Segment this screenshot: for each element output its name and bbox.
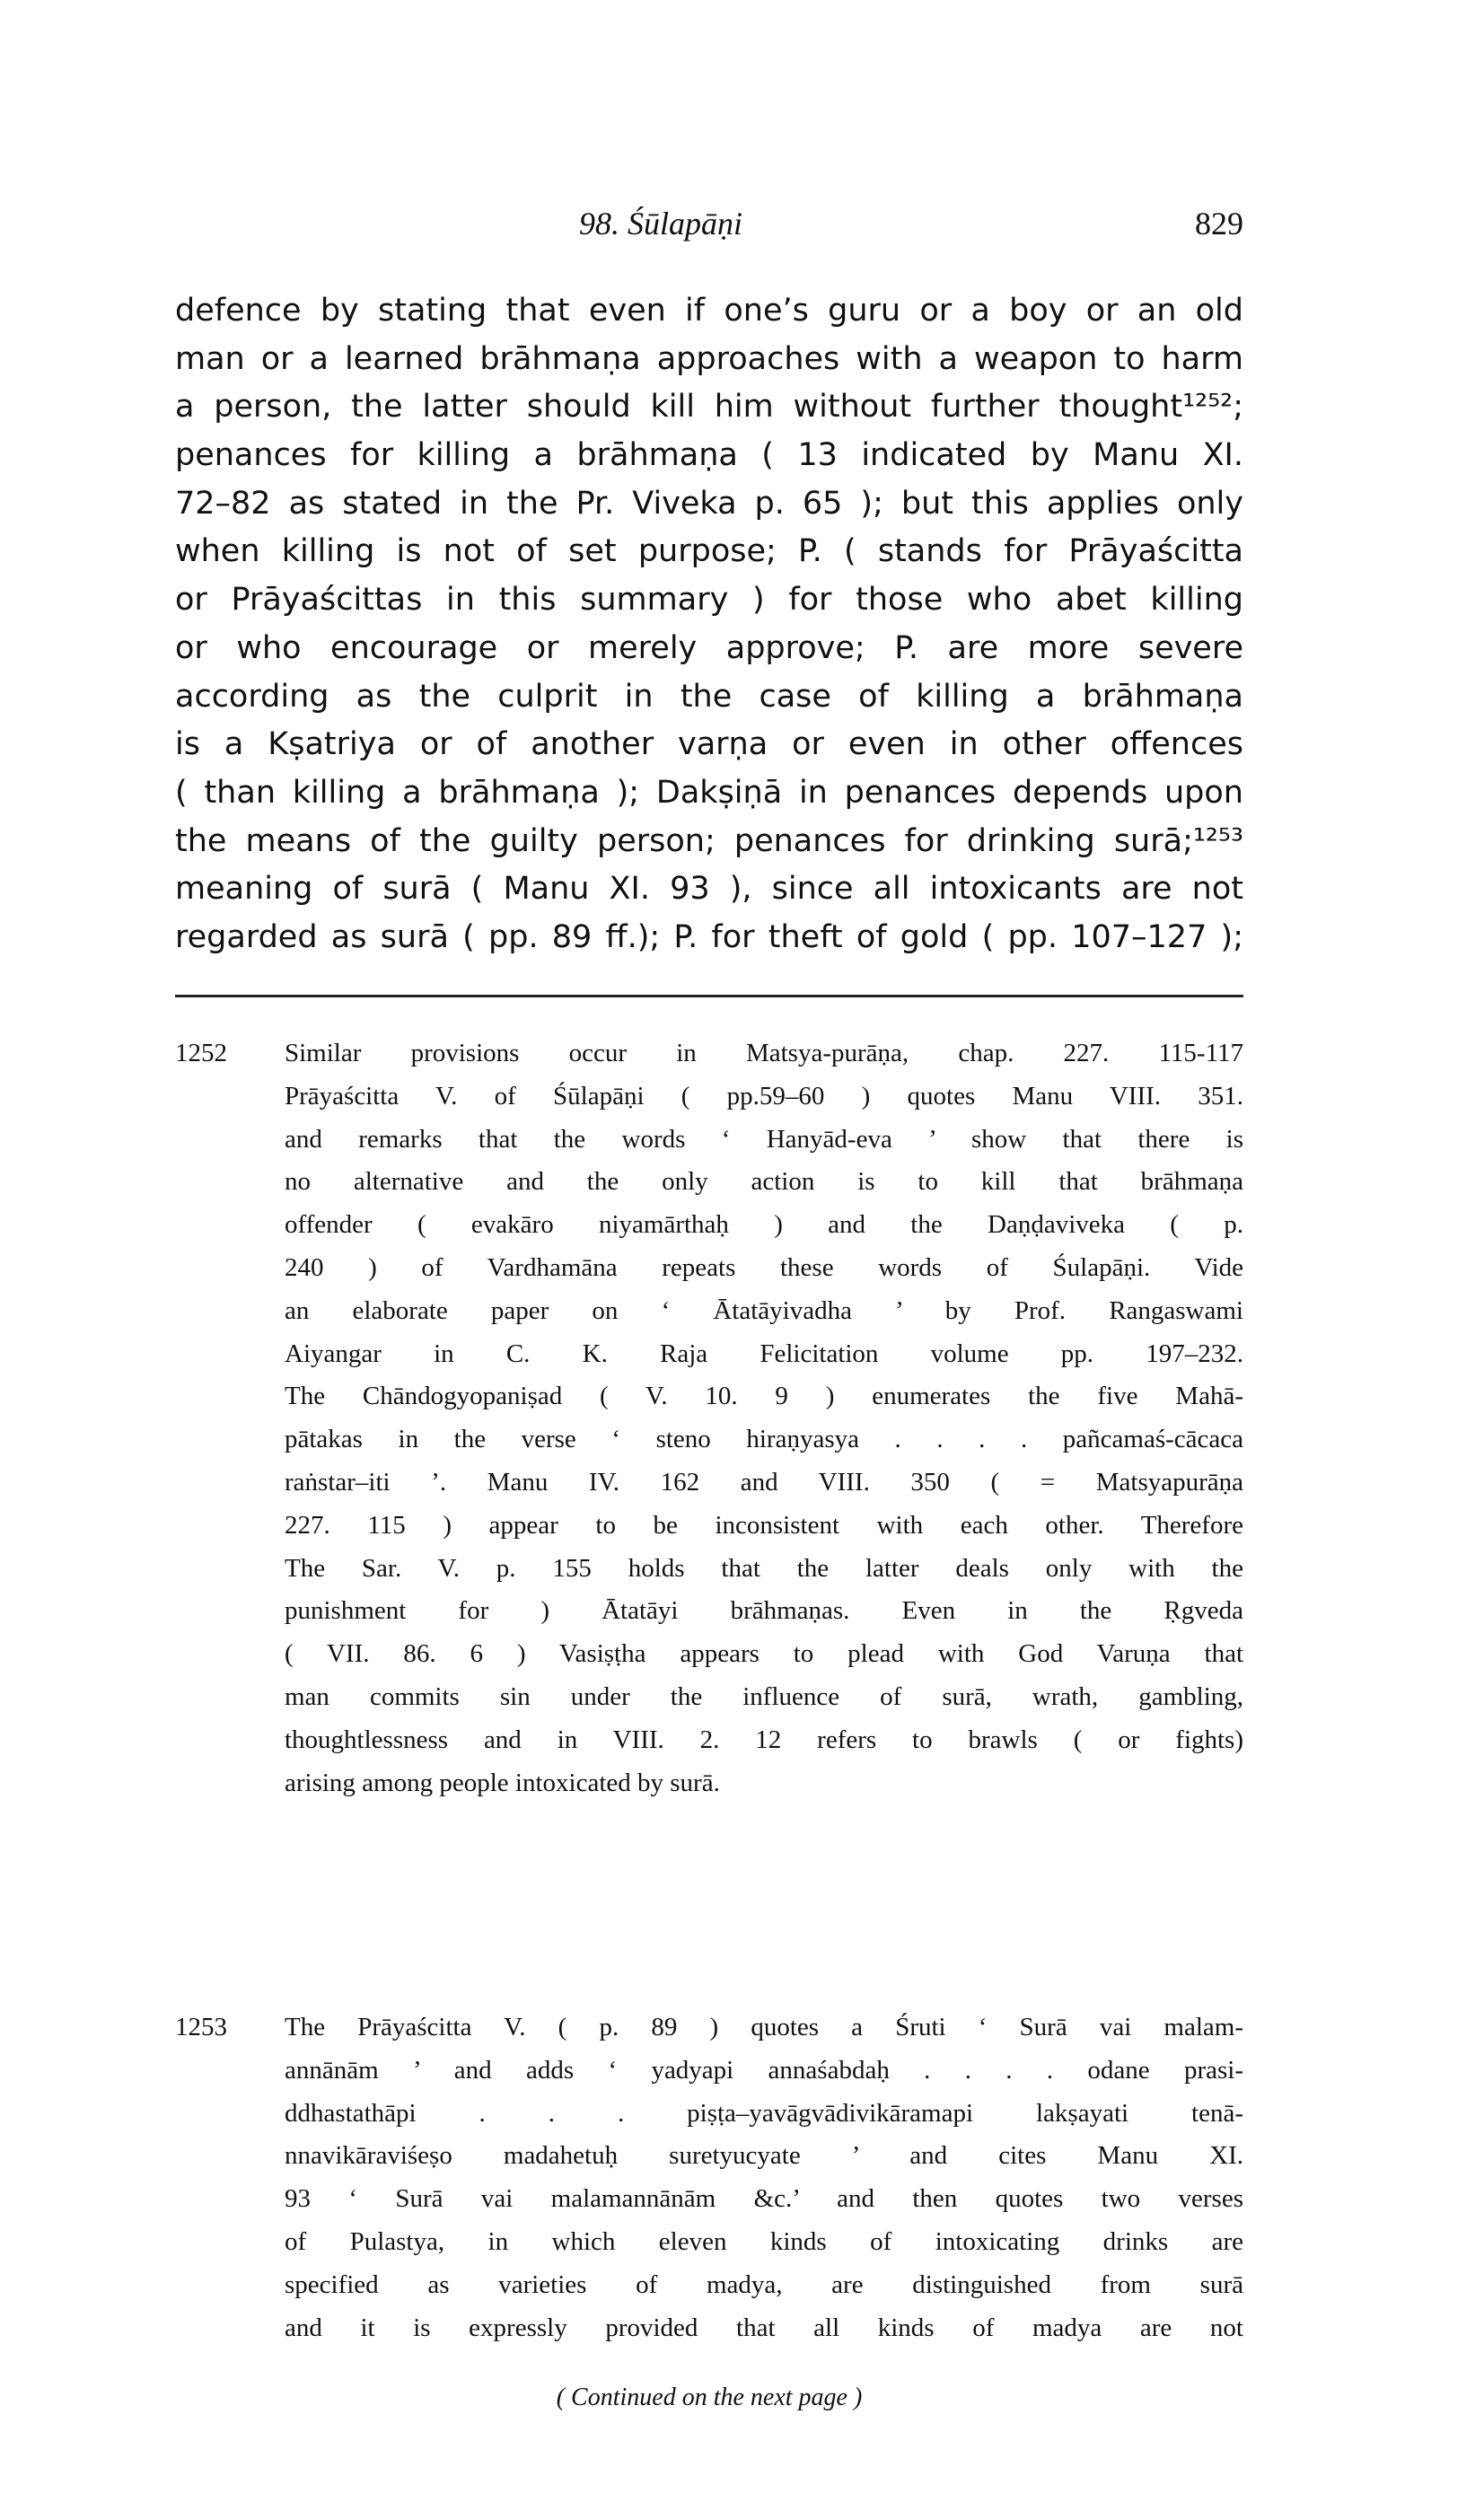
footnote-line: ( VII. 86. 6 ) Vasiṣṭha appears to plead with God Varuṇa that [285, 1639, 1243, 1669]
footnote-line: The Sar. V. p. 155 holds that the latter deals only with the [285, 1553, 1243, 1583]
page-number: 829 [1195, 206, 1243, 241]
text-line: when killing is not of set purpose; P. ( stands for Prāyaścitta [175, 533, 1243, 570]
footnote-line: 227. 115 ) appear to be inconsistent with each other. Therefore [285, 1510, 1243, 1540]
footnote-number: 1252 [175, 1039, 227, 1067]
footnote-line: thoughtlessness and in VIII. 2. 12 refers to brawls ( or fights) [285, 1725, 1243, 1754]
footnote-line: and remarks that the words ‘ Hanyād-eva ’ show that there is [285, 1124, 1243, 1154]
main-text [175, 287, 1243, 962]
footnote-line: Prāyaścitta V. of Śūlapāṇi ( pp.59–60 ) quotes Manu VIII. 351. [285, 1081, 1243, 1111]
footnote-line: no alternative and the only action is to kill that brāhmaṇa [285, 1167, 1243, 1197]
footnote-text [285, 2006, 1243, 2349]
running-head [175, 205, 1243, 250]
text-line: meaning of surā ( Manu XI. 93 ), since all intoxicants are not [175, 871, 1243, 908]
section-title: 98. Śūlapāṇi [579, 206, 743, 241]
text-line: or Prāyaścittas in this summary ) for those who abet killing [175, 582, 1243, 619]
text-line: ( than killing a brāhmaṇa ); Dakṣiṇā in penances depends upon [175, 774, 1243, 811]
footnote-line: The Chāndogyopaniṣad ( V. 10. 9 ) enumerates the five Mahā- [285, 1382, 1243, 1411]
text-line: regarded as surā ( pp. 89 ff.); P. for theft of gold ( pp. 107–127 ); [175, 918, 1243, 955]
text-line: man or a learned brāhmaṇa approaches with a weapon to harm [175, 340, 1243, 377]
footnote-line: Similar provisions occur in Matsya-purāṇa, chap. 227. 115-117 [285, 1039, 1243, 1067]
footnote-line: Aiyangar in C. K. Raja Felicitation volume pp. 197–232. [285, 1339, 1243, 1368]
footnote-line: pātakas in the verse ‘ steno hiraṇyasya . . . . pañcamaś-cācaca [285, 1425, 1243, 1454]
footnote-line: punishment for ) Ātatāyi brāhmaṇas. Even in the Ṛgveda [285, 1596, 1243, 1626]
footnote-number: 1253 [175, 2013, 227, 2041]
footnote-separator [175, 995, 1243, 997]
footnote-line: arising among people intoxicated by surā. [285, 1768, 720, 1797]
text-line: 72–82 as stated in the Pr. Viveka p. 65 ); but this applies only [175, 485, 1243, 522]
footnote-line: man commits sin under the influence of surā, wrath, gambling, [285, 1681, 1243, 1711]
footnote-line: ddhastathāpi . . . piṣṭa–yavāgvādivikāramapi lakṣayati tenā- [285, 2098, 1243, 2128]
footnote-line: offender ( evakāro niyamārthaḥ ) and the Daṇḍaviveka ( p. [285, 1210, 1243, 1240]
text-line: according as the culprit in the case of killing a brāhmaṇa [175, 678, 1243, 715]
text-line: defence by stating that even if one’s guru or a boy or an old [175, 293, 1243, 329]
text-line: penances for killing a brāhmaṇa ( 13 indicated by Manu XI. [175, 437, 1243, 474]
continued-note: ( Continued on the next page ) [556, 2383, 863, 2411]
footnote-line: 240 ) of Vardhamāna repeats these words of Śulapāṇi. Vide [285, 1252, 1243, 1282]
footnote-line: of Pulastya, in which eleven kinds of intoxicating drinks are [285, 2226, 1243, 2256]
footnote-line: 93 ‘ Surā vai malamannānām &c.’ and then quotes two verses [285, 2184, 1243, 2214]
footnote-text [285, 1032, 1243, 1804]
footnote-line: annānām ’ and adds ‘ yadyapi annaśabdaḥ . . . . odane prasi- [285, 2055, 1243, 2085]
footnote-line: nnavikāraviśeṣo madahetuḥ suretyucyate ’ and cites Manu XI. [285, 2141, 1243, 2171]
footnote-line: an elaborate paper on ‘ Ātatāyivadha ’ by Prof. Rangaswami [285, 1295, 1243, 1325]
text-line: is a Kṣatriya or of another varṇa or even in other offences [175, 726, 1243, 763]
footnote-line: The Prāyaścitta V. ( p. 89 ) quotes a Śruti ‘ Surā vai malam- [285, 2013, 1243, 2041]
footnote-line: and it is expressly provided that all kinds of madya are not [285, 2313, 1243, 2342]
text-line: or who encourage or merely approve; P. are more severe [175, 629, 1243, 666]
footnote-line: specified as varieties of madya, are distinguished from surā [285, 2269, 1243, 2299]
text-line: a person, the latter should kill him without further thought¹²⁵²; [175, 389, 1243, 426]
text-line: the means of the guilty person; penances for drinking surā;¹²⁵³ [175, 822, 1243, 859]
footnote-line: raṅstar–iti ’. Manu IV. 162 and VIII. 350 ( = Matsyapurāṇa [285, 1467, 1243, 1497]
